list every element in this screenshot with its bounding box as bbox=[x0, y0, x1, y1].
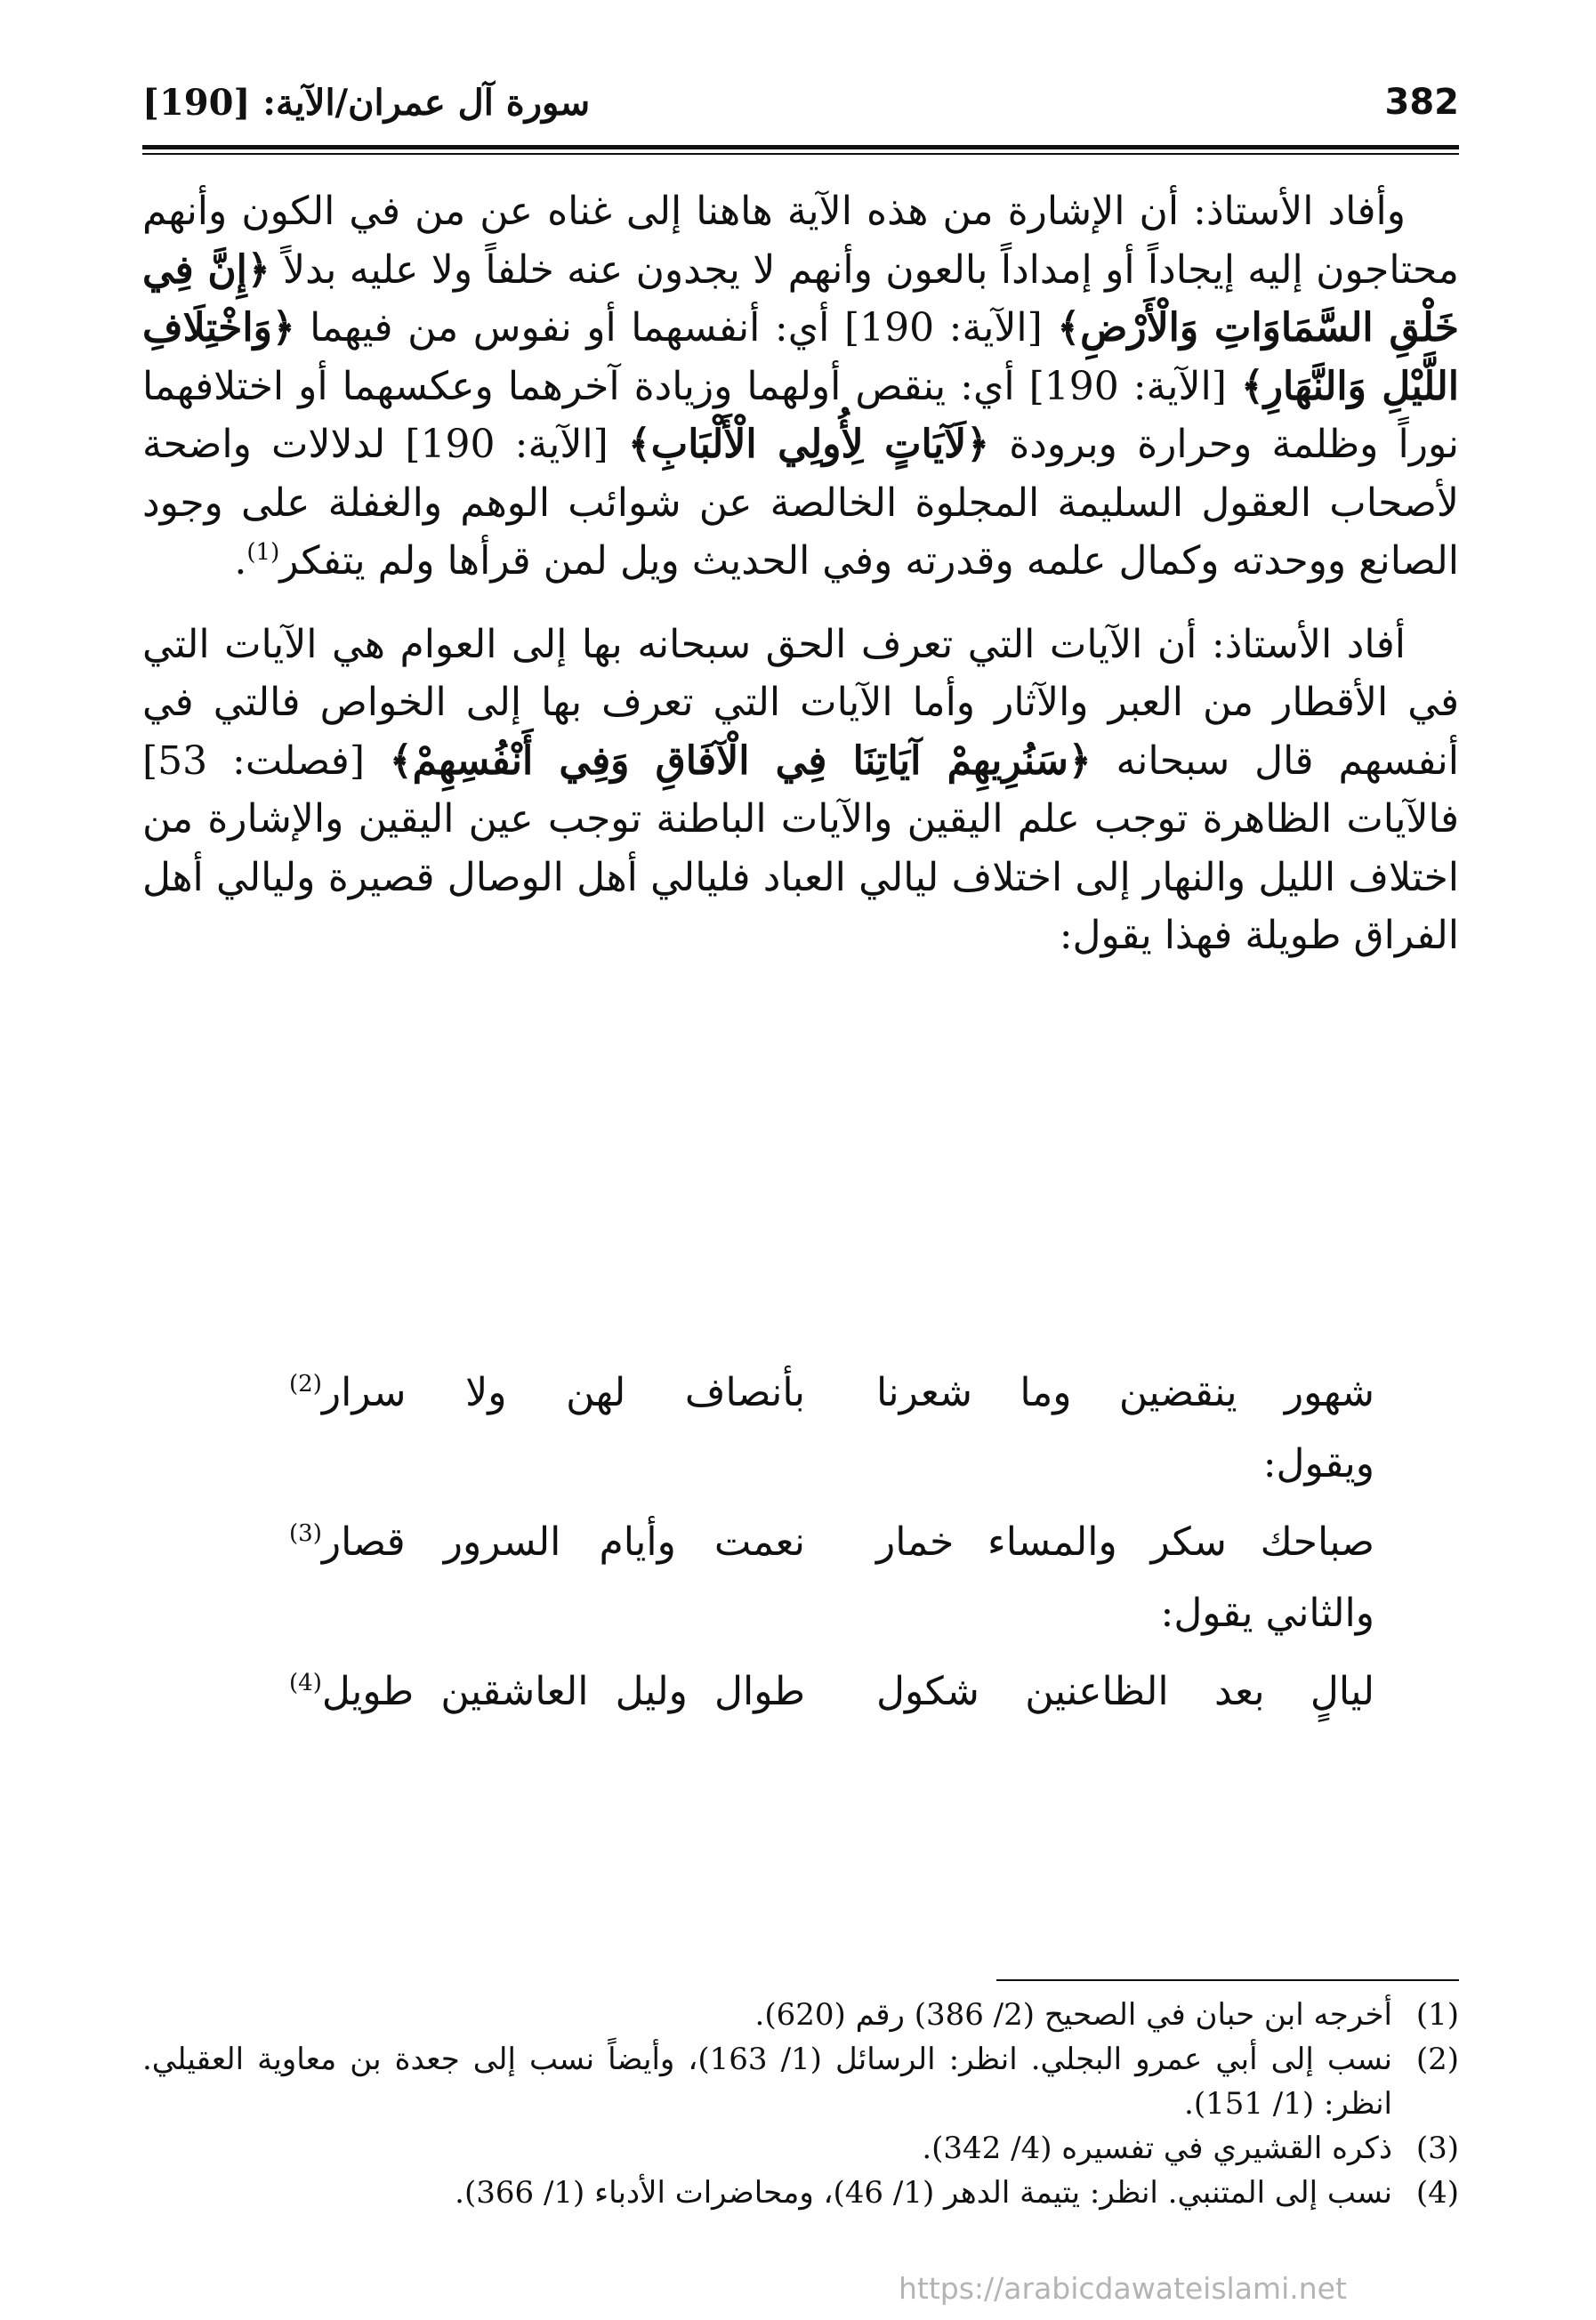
text-run: . bbox=[234, 538, 247, 584]
quran-verse: ﴿سَنُرِيهِمْ آيَاتِنَا فِي الْآفَاقِ وَفِي أَنْفُسِهِمْ﴾ bbox=[389, 737, 1092, 784]
poem-connector: ويقول: bbox=[1262, 1441, 1374, 1486]
verse-first-hemistich: صباحك سكر والمساء خمار bbox=[876, 1519, 1374, 1565]
footnotes bbox=[142, 1993, 1459, 2215]
footnote-marker[interactable]: (3) bbox=[289, 1520, 322, 1547]
footnote-marker[interactable]: (1) bbox=[246, 539, 280, 566]
footnote-separator bbox=[996, 1979, 1459, 1981]
verse-second-hemistich: طوال وليل العاشقين طويل$^{(4)}$ bbox=[289, 1669, 805, 1714]
footnote-2 bbox=[142, 2037, 1459, 2126]
paragraph-2 bbox=[142, 616, 1459, 965]
main-text bbox=[142, 182, 1459, 965]
footnote-4 bbox=[142, 2171, 1459, 2215]
running-head: سورة آل عمران/الآية: [190] bbox=[142, 82, 591, 124]
verse-3 bbox=[142, 1669, 1459, 1740]
footnote-number: (4) bbox=[1415, 2175, 1459, 2211]
text-run: أفاد الأستاذ: أن الآيات التي تعرف الحق سبحانه بها إلى العوام هي الآيات التي في الأقطار من العبر والآثار وأما الآيات التي تعرف بها إلى الخواص فالتي في أنفسهم قال سبحانه bbox=[142, 621, 1459, 784]
text-run: [فصلت: 53] فالآيات الظاهرة توجب علم اليقين والآيات الباطنة توجب عين اليقين والإشارة من اختلاف الليل والنهار إلى اختلاف ليالي العباد فليالي أهل الوصال قصيرة وليالي أهل الفراق طويلة فهذا يقول: bbox=[142, 737, 1459, 958]
text-run: [الآية: 190] لدلالات واضحة لأصحاب العقول السليمة المجلوة الخالصة عن شوائب الوهم والغفلة على وجود الصانع ووحدته وكمال علمه وقدرته وفي الحديث ويل لمن قرأها ولم يتفكر bbox=[142, 422, 1459, 584]
quran-verse: ﴿لَآيَاتٍ لِأُولِي الْأَلْبَابِ﴾ bbox=[628, 422, 990, 467]
footnote-number: (1) bbox=[1415, 1997, 1459, 2033]
footnote-marker[interactable]: (2) bbox=[289, 1371, 322, 1398]
quran-verse: ﴿وَاخْتِلَافِ اللَّيْلِ وَالنَّهَارِ﴾ bbox=[142, 305, 1459, 409]
verse-2 bbox=[142, 1519, 1459, 1591]
footnote-text: نسب إلى أبي عمرو البجلي. انظر: الرسائل (1/ 163)، وأيضاً نسب إلى جعدة بن معاوية العقيلي. انظر: (1/ 151). bbox=[142, 2042, 1392, 2122]
poetry-block bbox=[142, 1370, 1459, 1740]
quran-verse: ﴿إِنَّ فِي خَلْقِ السَّمَاوَاتِ وَالْأَرْضِ﴾ bbox=[142, 246, 1459, 350]
footnote-number: (3) bbox=[1415, 2131, 1459, 2166]
text-run: وأفاد الأستاذ: أن الإشارة من هذه الآية هاهنا إلى غناه عن من في الكون وأنهم محتاجون إليه إيجاداً أو إمداداً بالعون وأنهم لا يجدون عنه خلفاً ولا عليه بدلاً bbox=[142, 189, 1459, 293]
verse-1 bbox=[142, 1370, 1459, 1441]
footnote-text: نسب إلى المتنبي. انظر: يتيمة الدهر (1/ 46)، ومحاضرات الأدباء (1/ 366). bbox=[455, 2175, 1392, 2211]
page-number: 382 bbox=[1384, 82, 1459, 123]
footnote-1 bbox=[142, 1993, 1459, 2037]
verse-first-hemistich: ليالٍ بعد الظاعنين شكول bbox=[876, 1669, 1374, 1714]
watermark-url: https://arabicdawateislami.net bbox=[899, 2271, 1347, 2306]
text-run: [الآية: 190] أي: أنفسهما أو نفوس من فيهما bbox=[294, 305, 1058, 350]
page-header bbox=[142, 82, 1459, 144]
verse-second-hemistich: نعمت وأيام السرور قصار$^{(3)}$ bbox=[289, 1519, 805, 1565]
paragraph-1 bbox=[142, 182, 1459, 591]
header-rule-thick bbox=[142, 145, 1459, 149]
footnote-number: (2) bbox=[1415, 2042, 1459, 2077]
text-run: [الآية: 190] أي: ينقص أولهما وزيادة آخرهما وعكسهما أو اختلافهما نوراً وظلمة وحرارة وبرودة bbox=[142, 363, 1460, 467]
footnote-3 bbox=[142, 2126, 1459, 2171]
verse-second-hemistich: بأنصاف لهن ولا سرار$^{(2)}$ bbox=[289, 1370, 805, 1415]
footnote-text: ذكره القشيري في تفسيره (4/ 342). bbox=[922, 2131, 1392, 2166]
poem-connector: والثاني يقول: bbox=[1160, 1591, 1374, 1636]
header-rule-thin bbox=[142, 153, 1459, 155]
footnote-text: أخرجه ابن حبان في الصحيح (2/ 386) رقم (620). bbox=[754, 1997, 1392, 2033]
footnote-marker[interactable]: (4) bbox=[289, 1670, 322, 1696]
verse-first-hemistich: شهور ينقضين وما شعرنا bbox=[876, 1370, 1374, 1415]
